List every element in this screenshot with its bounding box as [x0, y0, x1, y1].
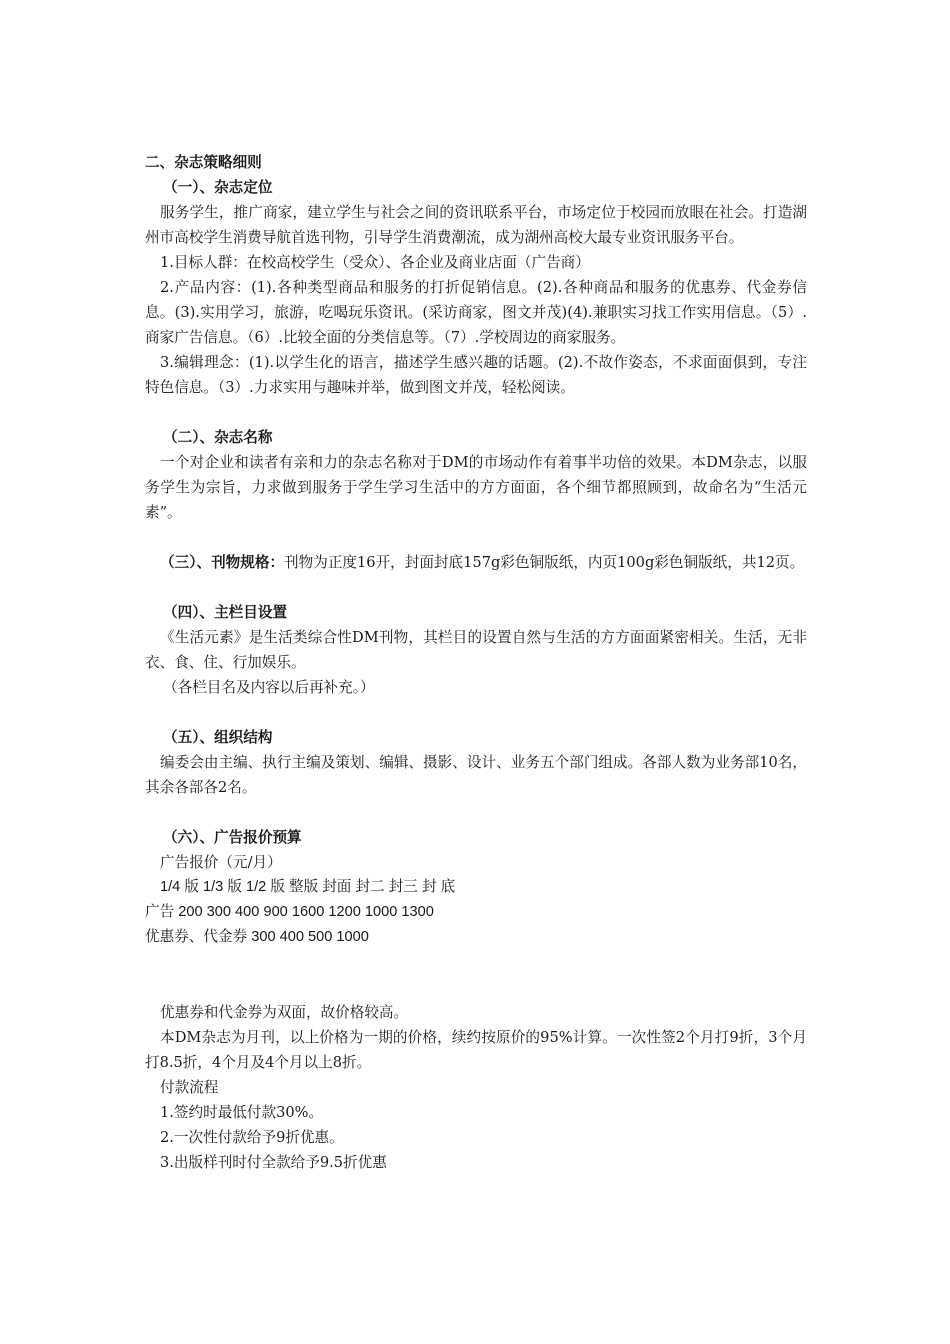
- section-heading-ad-pricing: （六）、广告报价预算: [163, 829, 302, 846]
- paragraph: 3.编辑理念：(1).以学生化的语言，描述学生感兴趣的话题。(2).不故作姿态，不求面面俱到，专注特色信息。（3）.力求实用与趣味并举，做到图文并茂，轻松阅读。: [145, 354, 807, 396]
- paragraph: （各栏目名及内容以后再补充。）: [163, 679, 375, 696]
- section-heading-positioning: （一）、杂志定位: [163, 179, 273, 196]
- document-page: [145, 150, 807, 1175]
- price-table-row-coupon: 优惠券、代金券 300 400 500 1000: [145, 929, 369, 945]
- spacer: [145, 950, 807, 975]
- paragraph: 1.目标人群：在校高校学生（受众）、各企业及商业店面（广告商）: [160, 254, 590, 271]
- payment-step: 1.签约时最低付款30%。: [160, 1104, 324, 1121]
- price-table-row-ad: 广告 200 300 400 900 1600 1200 1000 1300: [145, 904, 434, 920]
- paragraph: 服务学生，推广商家，建立学生与社会之间的资讯联系平台，市场定位于校园而放眼在社会。打造湖州市高校学生消费导航首选刊物，引导学生消费潮流，成为湖州高校大最专业资讯服务平台。: [145, 204, 807, 246]
- spacer: [145, 975, 807, 1000]
- spacer: [145, 800, 807, 825]
- paragraph: 2.产品内容：(1).各种类型商品和服务的打折促销信息。(2).各种商品和服务的优惠券、代金券信息。(3).实用学习，旅游，吃喝玩乐资讯。(采访商家，图文并茂)(4).兼职实习找工作实用信息。（5）.商家广告信息。（6）.比较全面的分类信息等。（7）.学校周边的商家服务。: [145, 279, 807, 346]
- spacer: [145, 575, 807, 600]
- section-heading-specs: （三）、刊物规格：: [160, 554, 285, 571]
- section-heading-organization: （五）、组织结构: [163, 729, 273, 746]
- section-heading-columns: （四）、主栏目设置: [163, 604, 288, 621]
- spacer: [145, 400, 807, 425]
- section-heading-name: （二）、杂志名称: [163, 429, 273, 446]
- payment-step: 3.出版样刊时付全款给予9.5折优惠: [160, 1154, 387, 1171]
- note: 本DM杂志为月刊，以上价格为一期的价格，续约按原价的95%计算。一次性签2个月打9折，3个月打8.5折，4个月及4个月以上8折。: [145, 1029, 807, 1071]
- payment-step: 2.一次性付款给予9折优惠。: [160, 1129, 344, 1146]
- price-table-header: 1/4 版 1/3 版 1/2 版 整版 封面 封二 封三 封 底: [160, 879, 456, 895]
- document-title: 二、杂志策略细则: [145, 154, 262, 171]
- specs-text: 刊物为正度16开，封面封底157g彩色铜版纸，内页100g彩色铜版纸，共12页。: [284, 554, 805, 571]
- paragraph-specs: [145, 550, 807, 575]
- price-title: 广告报价（元/月）: [160, 854, 282, 871]
- spacer: [145, 700, 807, 725]
- paragraph: 《生活元素》是生活类综合性DM刊物，其栏目的设置自然与生活的方方面面紧密相关。生活，无非衣、食、住、行加娱乐。: [145, 629, 807, 671]
- payment-title: 付款流程: [160, 1079, 219, 1096]
- note: 优惠券和代金券为双面，故价格较高。: [160, 1004, 409, 1021]
- paragraph: 编委会由主编、执行主编及策划、编辑、摄影、设计、业务五个部门组成。各部人数为业务部10名，其余各部各2名。: [145, 754, 807, 796]
- spacer: [145, 525, 807, 550]
- paragraph: 一个对企业和读者有亲和力的杂志名称对于DM的市场动作有着事半功倍的效果。本DM杂志，以服务学生为宗旨，力求做到服务于学生学习生活中的方方面面，各个细节都照顾到，故命名为“生活元素”。: [145, 454, 807, 521]
